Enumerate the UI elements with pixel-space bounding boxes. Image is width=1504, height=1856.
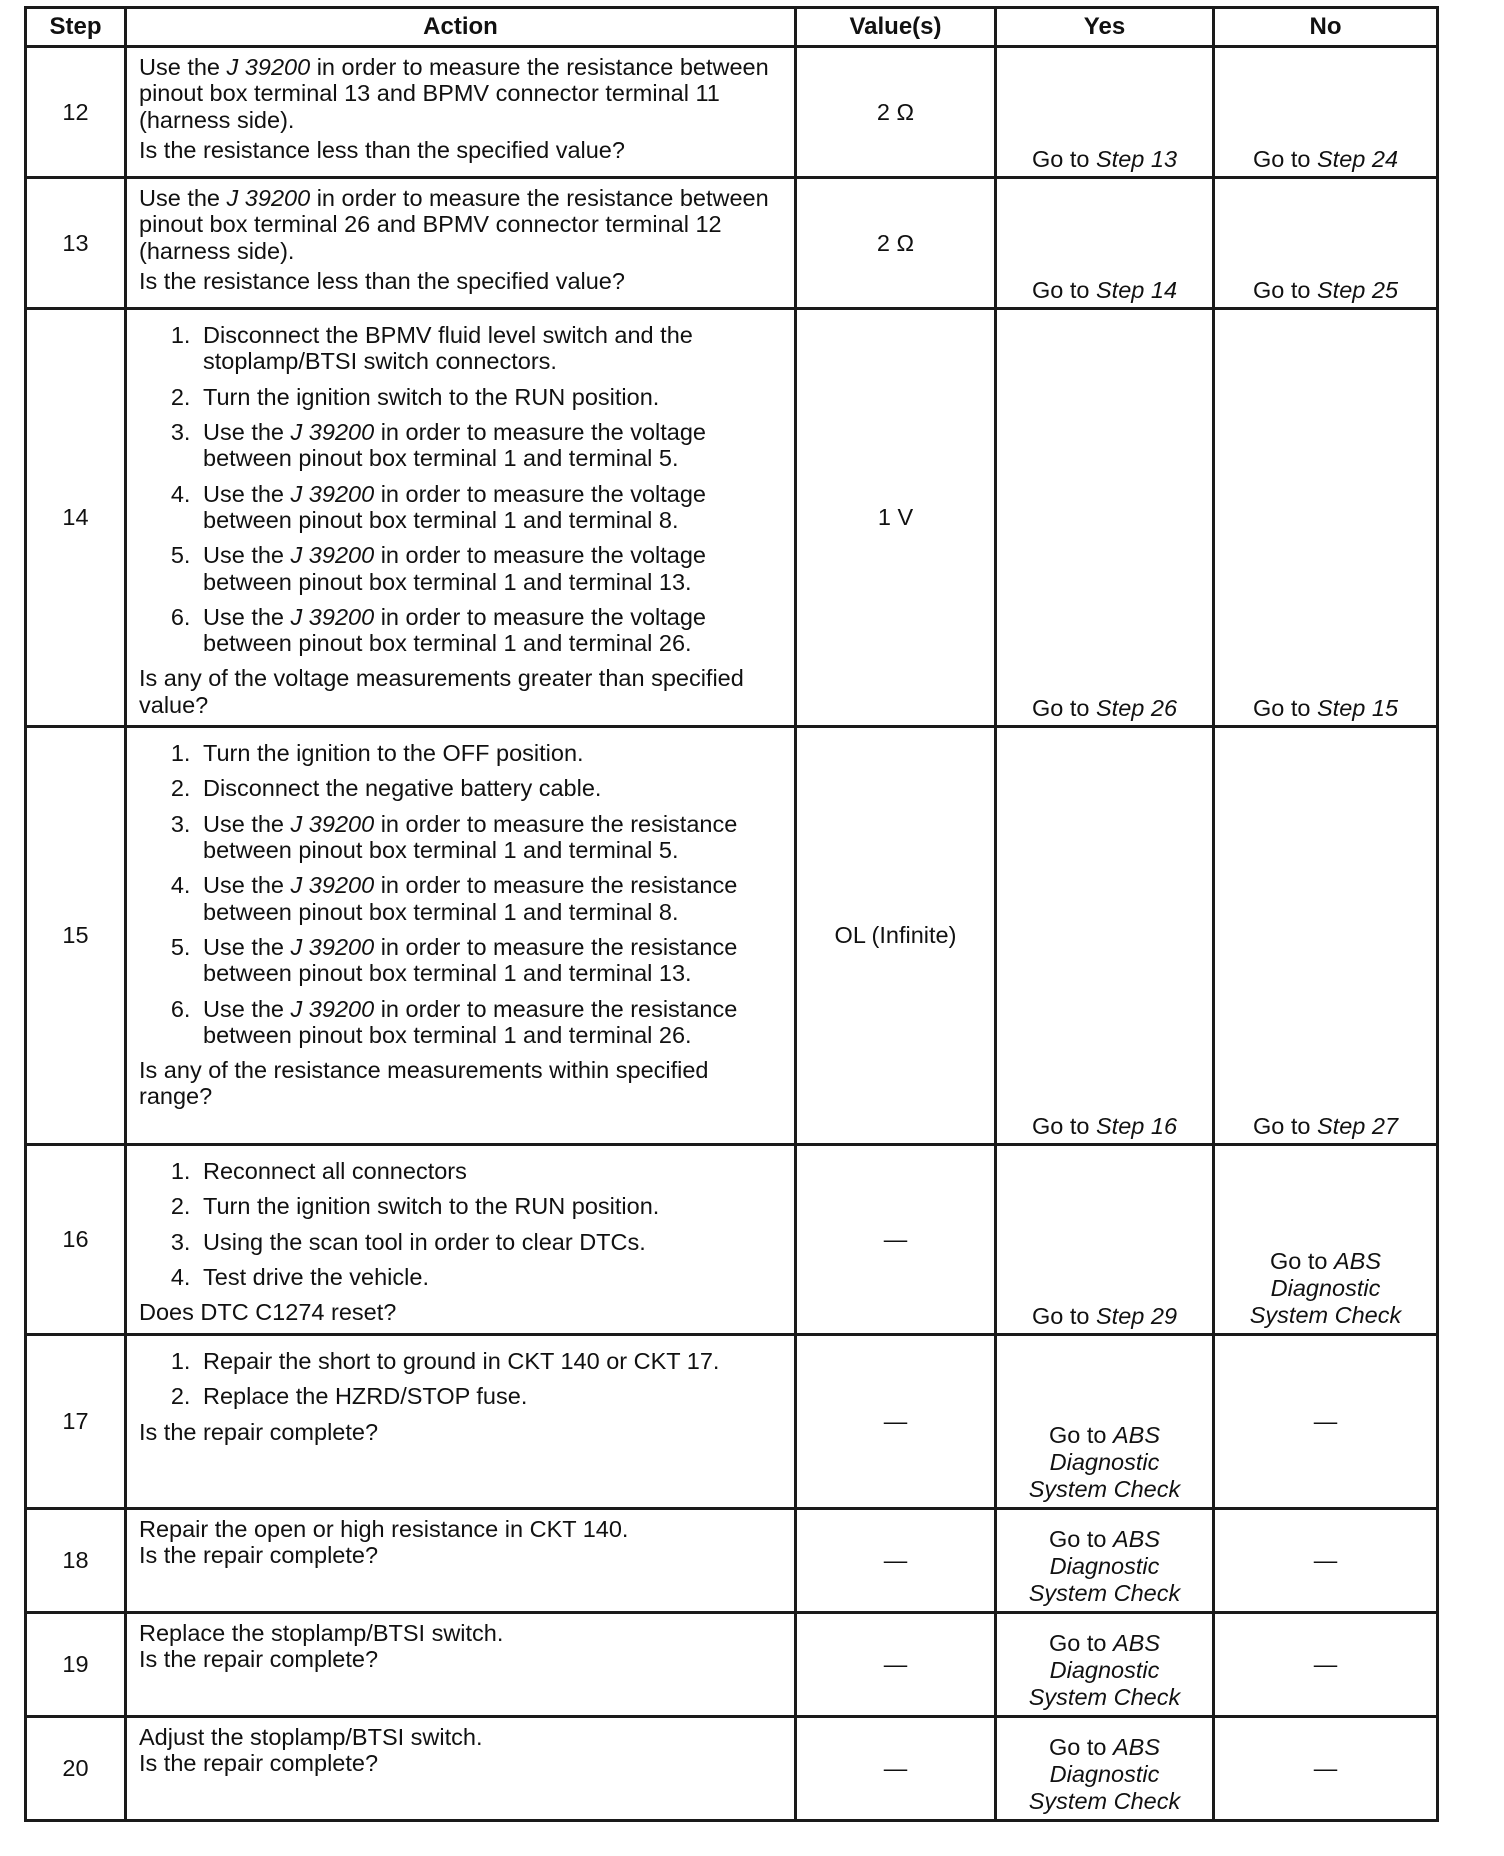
tool-ref: J 39200 bbox=[226, 54, 311, 80]
step-row-17 bbox=[26, 1335, 1438, 1509]
no-cell bbox=[1214, 178, 1438, 309]
step-number: 12 bbox=[26, 47, 126, 178]
action-text: Use the J 39200 in order to measure the resistance between pinout box terminal 26 and BPMV connector terminal 12 (harness side). bbox=[139, 185, 769, 264]
step-number: 20 bbox=[26, 1717, 126, 1821]
tool-ref: J 39200 bbox=[226, 185, 311, 211]
step-row-15 bbox=[26, 727, 1438, 1145]
value-cell: OL (Infinite) bbox=[796, 727, 996, 1145]
yes-cell bbox=[996, 1335, 1214, 1509]
action-item: 2. Disconnect the negative battery cable. bbox=[197, 775, 786, 801]
no-cell: — bbox=[1214, 1509, 1438, 1613]
tool-ref: J 39200 bbox=[290, 418, 375, 445]
header-action: Action bbox=[126, 8, 796, 47]
question-text: Is the resistance less than the specified value? bbox=[139, 267, 625, 294]
action-cell bbox=[126, 178, 796, 309]
yes-cell bbox=[996, 309, 1214, 727]
value-cell: — bbox=[796, 1717, 996, 1821]
yes-goto: Go to ABS Diagnostic System Check bbox=[1028, 1629, 1181, 1710]
no-cell bbox=[1214, 1145, 1438, 1335]
tool-ref: J 39200 bbox=[290, 933, 375, 960]
action-text: Adjust the stoplamp/BTSI switch. bbox=[139, 1724, 483, 1750]
question-text: Is the repair complete? bbox=[139, 1750, 379, 1777]
step-row-20 bbox=[26, 1717, 1438, 1821]
action-item: 1. Repair the short to ground in CKT 140 or CKT 17. bbox=[197, 1348, 786, 1374]
action-text: Repair the open or high resistance in CKT 140. bbox=[139, 1516, 629, 1542]
action-item: 3. Use the J 39200 in order to measure the voltage between pinout box terminal 1 and terminal 5. bbox=[197, 419, 786, 472]
yes-cell bbox=[996, 178, 1214, 309]
tool-ref: J 39200 bbox=[290, 480, 375, 507]
tool-ref: J 39200 bbox=[290, 810, 375, 837]
action-item: 2. Turn the ignition switch to the RUN position. bbox=[197, 1193, 786, 1219]
yes-goto: Go to Step 26 bbox=[1031, 694, 1178, 721]
yes-cell bbox=[996, 1717, 1214, 1821]
yes-goto: Go to Step 29 bbox=[1031, 1302, 1178, 1329]
no-cell bbox=[1214, 309, 1438, 727]
action-item: 1. Reconnect all connectors bbox=[197, 1158, 786, 1184]
no-cell bbox=[1214, 47, 1438, 178]
tool-ref: J 39200 bbox=[290, 542, 375, 569]
header-step: Step bbox=[26, 8, 126, 47]
action-item: 5. Use the J 39200 in order to measure the resistance between pinout box terminal 1 and terminal 13. bbox=[197, 934, 786, 987]
value-cell: 2 Ω bbox=[796, 47, 996, 178]
action-item: 4. Test drive the vehicle. bbox=[197, 1264, 786, 1290]
step-row-14 bbox=[26, 309, 1438, 727]
step-number: 18 bbox=[26, 1509, 126, 1613]
value-cell: — bbox=[796, 1613, 996, 1717]
tool-ref: J 39200 bbox=[290, 603, 375, 630]
action-cell bbox=[126, 47, 796, 178]
yes-goto: Go to ABS Diagnostic System Check bbox=[1028, 1421, 1181, 1502]
yes-cell bbox=[996, 727, 1214, 1145]
action-text: Replace the stoplamp/BTSI switch. bbox=[139, 1620, 504, 1646]
question-text: Is the repair complete? bbox=[139, 1542, 379, 1569]
yes-goto: Go to Step 16 bbox=[1031, 1112, 1178, 1139]
diagnostic-table bbox=[24, 6, 1439, 1822]
no-goto: Go to Step 15 bbox=[1252, 694, 1399, 721]
action-item: 3. Use the J 39200 in order to measure the resistance between pinout box terminal 1 and terminal 5. bbox=[197, 811, 786, 864]
step-number: 13 bbox=[26, 178, 126, 309]
action-cell bbox=[126, 1613, 796, 1717]
value-cell: — bbox=[796, 1335, 996, 1509]
question-text: Is the repair complete? bbox=[139, 1418, 379, 1445]
question-text: Is the repair complete? bbox=[139, 1646, 379, 1673]
action-steps bbox=[139, 1348, 786, 1410]
step-row-13 bbox=[26, 178, 1438, 309]
action-cell bbox=[126, 1145, 796, 1335]
step-number: 19 bbox=[26, 1613, 126, 1717]
action-item: 1. Disconnect the BPMV fluid level switch and the stoplamp/BTSI switch connectors. bbox=[197, 322, 786, 375]
action-item: 6. Use the J 39200 in order to measure the resistance between pinout box terminal 1 and terminal 26. bbox=[197, 996, 786, 1049]
action-cell bbox=[126, 1335, 796, 1509]
action-text: Use the J 39200 in order to measure the resistance between pinout box terminal 13 and BPMV connector terminal 11 (harness side). bbox=[139, 54, 769, 133]
action-item: 2. Replace the HZRD/STOP fuse. bbox=[197, 1383, 786, 1409]
no-cell: — bbox=[1214, 1335, 1438, 1509]
step-number: 17 bbox=[26, 1335, 126, 1509]
yes-cell bbox=[996, 1613, 1214, 1717]
yes-cell bbox=[996, 1145, 1214, 1335]
header-yes: Yes bbox=[996, 8, 1214, 47]
yes-cell bbox=[996, 1509, 1214, 1613]
question-text: Is any of the resistance measurements within specified range? bbox=[139, 1057, 709, 1110]
action-cell bbox=[126, 1509, 796, 1613]
action-steps bbox=[139, 1158, 786, 1290]
value-cell: 2 Ω bbox=[796, 178, 996, 309]
no-goto: Go to ABS Diagnostic System Check bbox=[1249, 1247, 1402, 1328]
tool-ref: J 39200 bbox=[290, 995, 375, 1022]
action-item: 1. Turn the ignition to the OFF position. bbox=[197, 740, 786, 766]
action-cell bbox=[126, 309, 796, 727]
yes-goto: Go to ABS Diagnostic System Check bbox=[1028, 1733, 1181, 1814]
question-text: Does DTC C1274 reset? bbox=[139, 1299, 397, 1326]
no-goto: Go to Step 27 bbox=[1252, 1112, 1399, 1139]
action-steps bbox=[139, 322, 786, 656]
value-cell: — bbox=[796, 1145, 996, 1335]
step-row-18 bbox=[26, 1509, 1438, 1613]
value-cell: — bbox=[796, 1509, 996, 1613]
header-row bbox=[26, 8, 1438, 47]
value-cell: 1 V bbox=[796, 309, 996, 727]
action-item: 2. Turn the ignition switch to the RUN position. bbox=[197, 384, 786, 410]
yes-goto: Go to Step 14 bbox=[1031, 276, 1178, 303]
yes-goto: Go to ABS Diagnostic System Check bbox=[1028, 1525, 1181, 1606]
no-goto: Go to Step 24 bbox=[1252, 145, 1399, 172]
action-item: 4. Use the J 39200 in order to measure the voltage between pinout box terminal 1 and terminal 8. bbox=[197, 481, 786, 534]
action-cell bbox=[126, 1717, 796, 1821]
header-values: Value(s) bbox=[796, 8, 996, 47]
step-number: 14 bbox=[26, 309, 126, 727]
tool-ref: J 39200 bbox=[290, 872, 375, 899]
no-cell: — bbox=[1214, 1613, 1438, 1717]
action-cell bbox=[126, 727, 796, 1145]
no-cell: — bbox=[1214, 1717, 1438, 1821]
question-text: Is any of the voltage measurements greater than specified value? bbox=[139, 665, 744, 718]
step-number: 15 bbox=[26, 727, 126, 1145]
step-row-12 bbox=[26, 47, 1438, 178]
action-item: 6. Use the J 39200 in order to measure the voltage between pinout box terminal 1 and terminal 26. bbox=[197, 604, 786, 657]
step-number: 16 bbox=[26, 1145, 126, 1335]
yes-goto: Go to Step 13 bbox=[1031, 145, 1178, 172]
action-steps bbox=[139, 740, 786, 1048]
no-goto: Go to Step 25 bbox=[1252, 276, 1399, 303]
question-text: Is the resistance less than the specified value? bbox=[139, 136, 625, 163]
action-item: 3. Using the scan tool in order to clear DTCs. bbox=[197, 1229, 786, 1255]
header-no: No bbox=[1214, 8, 1438, 47]
step-row-16 bbox=[26, 1145, 1438, 1335]
no-cell bbox=[1214, 727, 1438, 1145]
step-row-19 bbox=[26, 1613, 1438, 1717]
action-item: 4. Use the J 39200 in order to measure the resistance between pinout box terminal 1 and terminal 8. bbox=[197, 872, 786, 925]
action-item: 5. Use the J 39200 in order to measure the voltage between pinout box terminal 1 and terminal 13. bbox=[197, 542, 786, 595]
yes-cell bbox=[996, 47, 1214, 178]
